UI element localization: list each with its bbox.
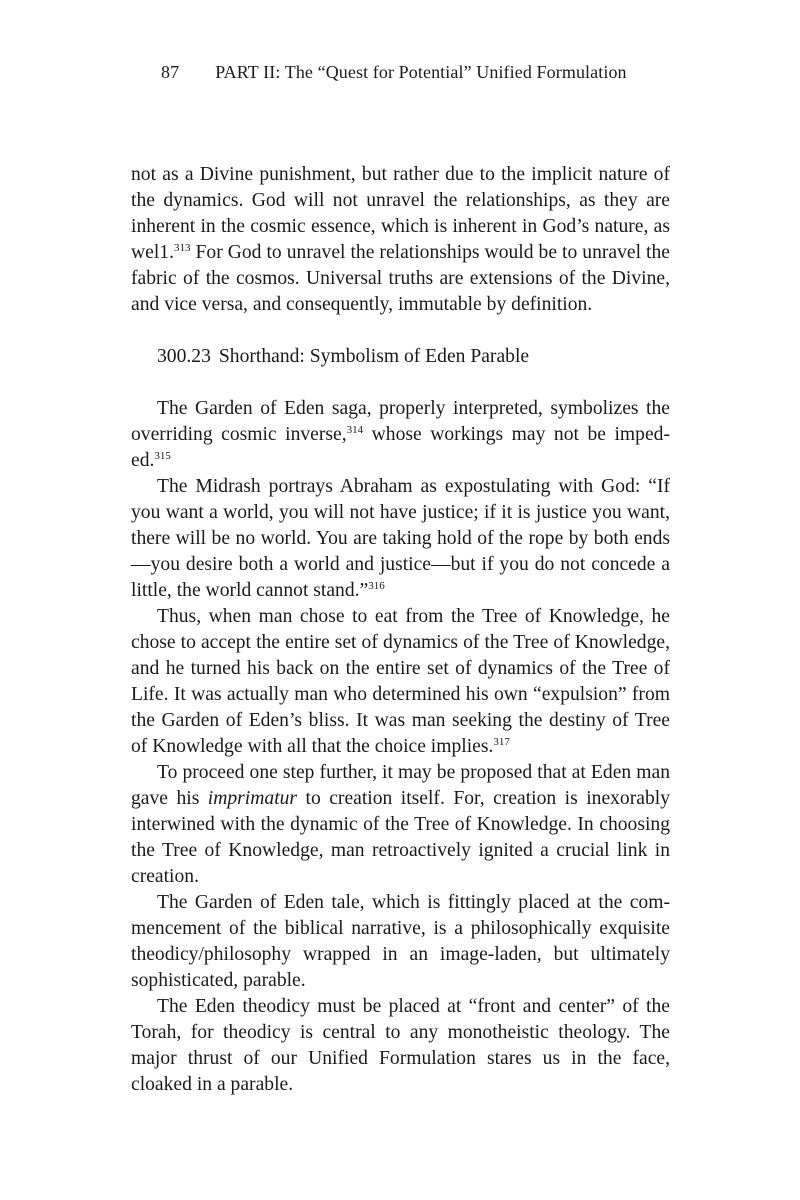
paragraph-p4 <box>131 604 670 760</box>
body-text <box>131 162 670 1098</box>
page-number: 87 <box>161 62 180 82</box>
paragraph-p2 <box>131 396 670 474</box>
section-heading <box>131 344 670 370</box>
text-run: not as a Divine punishment, but rather due to the implicit nature of the dynamics. God will not unravel the relationships, as they are inherent in the cosmic essence, which is inherent in God’s nature, as wel1. <box>131 164 670 263</box>
footnote-ref: 315 <box>154 450 171 462</box>
text-run: The Eden theodicy must be placed at “front and center” of the Torah, for theodicy is central to any monotheistic theology. The major thrust of our Unified Formulation stares us in the face, cloaked in a parable. <box>131 996 670 1095</box>
pre-section-text <box>131 162 670 318</box>
text-run: whose workings may not be impeded. <box>131 424 670 471</box>
section-body-text <box>131 396 670 1098</box>
text-run: The Garden of Eden tale, which is fittingly placed at the commencement of the biblical narrative, is a philosophically exquisite theodicy/philosophy wrapped in an image-laden, but ultimately sophisticated, parable. <box>131 892 670 991</box>
paragraph-p3 <box>131 474 670 604</box>
footnote-ref: 313 <box>174 242 191 254</box>
paragraph-p7 <box>131 994 670 1098</box>
text-run: Thus, when man chose to eat from the Tree of Knowledge, he chose to accept the entire set of dynamics of the Tree of Knowledge, and he turned his back on the entire set of dynamics of the Tree of Life. It was actually man who determined his own “expulsion” from the Garden of Eden’s bliss. It was man seeking the destiny of Tree of Knowledge with all that the choice implies. <box>131 606 670 757</box>
text-run: The Midrash portrays Abraham as expostulating with God: “If you want a world, you will not have justice; if it is justice you want, there will be no world. You are taking hold of the rope by both ends—you desire both a world and justice—but if you do not concede a little, the world cannot stand.” <box>131 476 670 601</box>
paragraph-p1 <box>131 162 670 318</box>
section-number: 300.23 <box>157 346 211 367</box>
text-run: to creation itself. For, creation is inexorably interwined with the dynamic of the Tree of Knowledge. In choosing the Tree of Knowledge, man retroactively ignited a crucial link in creation. <box>131 788 670 887</box>
footnote-ref: 316 <box>368 580 385 592</box>
text-run: The Garden of Eden saga, properly interpreted, symbolizes the overriding cosmic inverse, <box>131 398 670 445</box>
footnote-ref: 314 <box>346 424 364 436</box>
footnote-ref: 317 <box>493 736 510 748</box>
paragraph-p5 <box>131 760 670 890</box>
section-title: Shorthand: Symbolism of Eden Parable <box>218 346 530 367</box>
running-title: PART II: The “Quest for Potential” Unified Formulation <box>215 62 627 82</box>
text-run: To proceed one step further, it may be proposed that at Eden man gave his <box>131 762 670 809</box>
paragraph-p6 <box>131 890 670 994</box>
running-head <box>161 62 627 83</box>
text-run: For God to unravel the relationships would be to unravel the fabric of the cosmos. Universal truths are extensions of the Divine, and vice versa, and consequently, immutable by definition. <box>131 242 670 315</box>
italic-term: imprimatur <box>207 788 298 809</box>
